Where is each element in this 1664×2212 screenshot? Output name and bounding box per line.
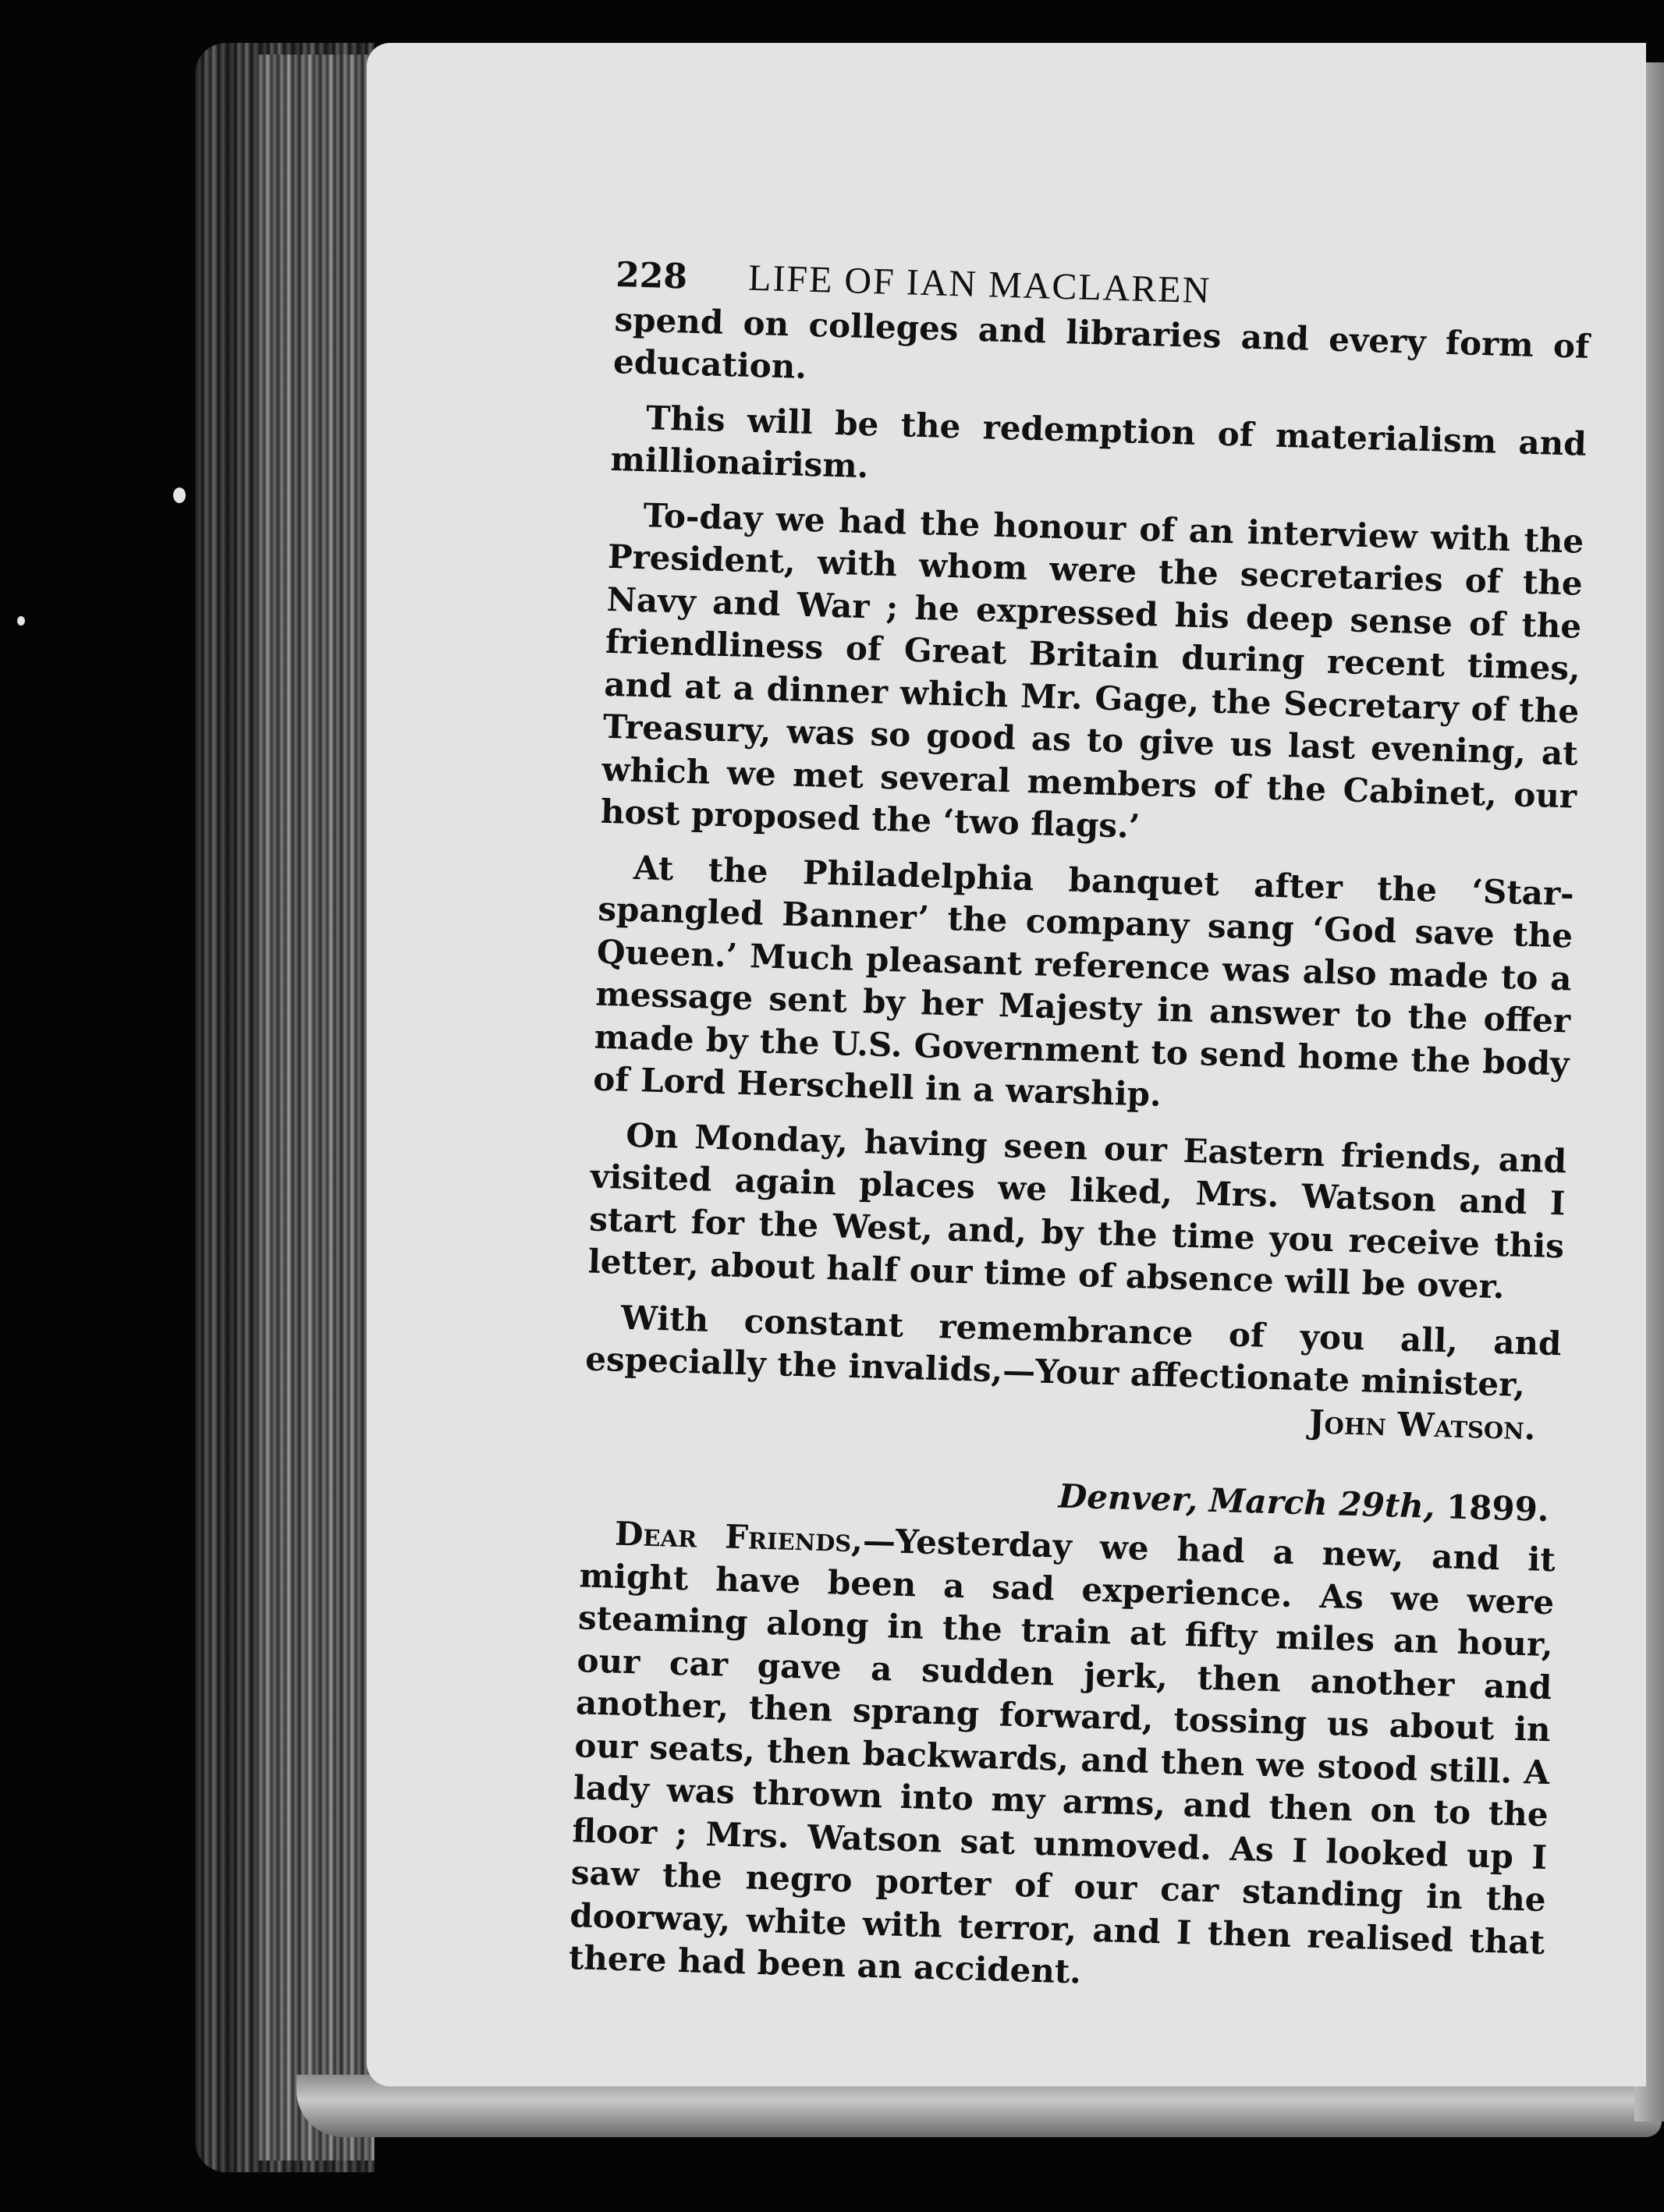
book-page-edges (257, 55, 374, 2161)
paragraph: spend on colleges and libraries and every form of education. (612, 300, 1590, 386)
dust-speck (173, 487, 186, 503)
letter-paragraph (568, 1512, 1556, 2006)
signature: John Watson. (1308, 1402, 1537, 1447)
closing-paragraph (584, 1296, 1563, 1447)
paragraph: This will be the redemption of materialism and millionairism. (609, 398, 1588, 486)
dust-speck (17, 616, 25, 626)
paragraph: On Monday, having seen our Eastern friends, and visited again places we liked, Mrs. Watson and I start for the West, and, by the time you receive this letter, about half our time of absence will be over. (587, 1115, 1567, 1306)
dateline-year: 1899. (1446, 1487, 1550, 1529)
page-text (568, 253, 1591, 2019)
dateline-place: Denver, March 29th, (1058, 1476, 1436, 1526)
letter-text: —Yesterday we had a new, and it might have been a sad experience. As we were steaming along in the train at fifty miles an hour, our car gave a sudden jerk, then another and another, then sprang forward, tossing us about in our seats, then backwards, and then we stood still. A lady was thrown into my arms, and then on to the floor ; Mrs. Watson sat unmoved. As I looked up I saw the negro porter of our car standing in the doorway, white with terror, and I then realised that there had been an accident. (568, 1521, 1556, 1991)
page-number: 228 (615, 254, 688, 297)
paragraph: To-day we had the honour of an interview with the President, with whom were the secretaries of the Navy and War ; he expressed his deep sense of the friendliness of Great Britain during recent times, and at a dinner which Mr. Gage, the Secretary of the Treasury, was so good as to give us last evening, at which we met several members of the Cabinet, our host proposed the ‘two flags.’ (600, 495, 1584, 846)
running-head: LIFE OF IAN MACLAREN (747, 257, 1212, 312)
paragraph: At the Philadelphia banquet after the ‘Star-spangled Banner’ the company sang ‘God save the Queen.’ Much pleasant reference was also made to a message sent by her Majesty in answer to the offer made by the U.S. Government to send home the body of Lord Herschell in a warship. (592, 848, 1575, 1114)
closing-text: With constant remembrance of you all, and especially the invalids,—Your affectionate minister, (584, 1298, 1563, 1405)
salutation: Dear Friends, (614, 1514, 864, 1560)
